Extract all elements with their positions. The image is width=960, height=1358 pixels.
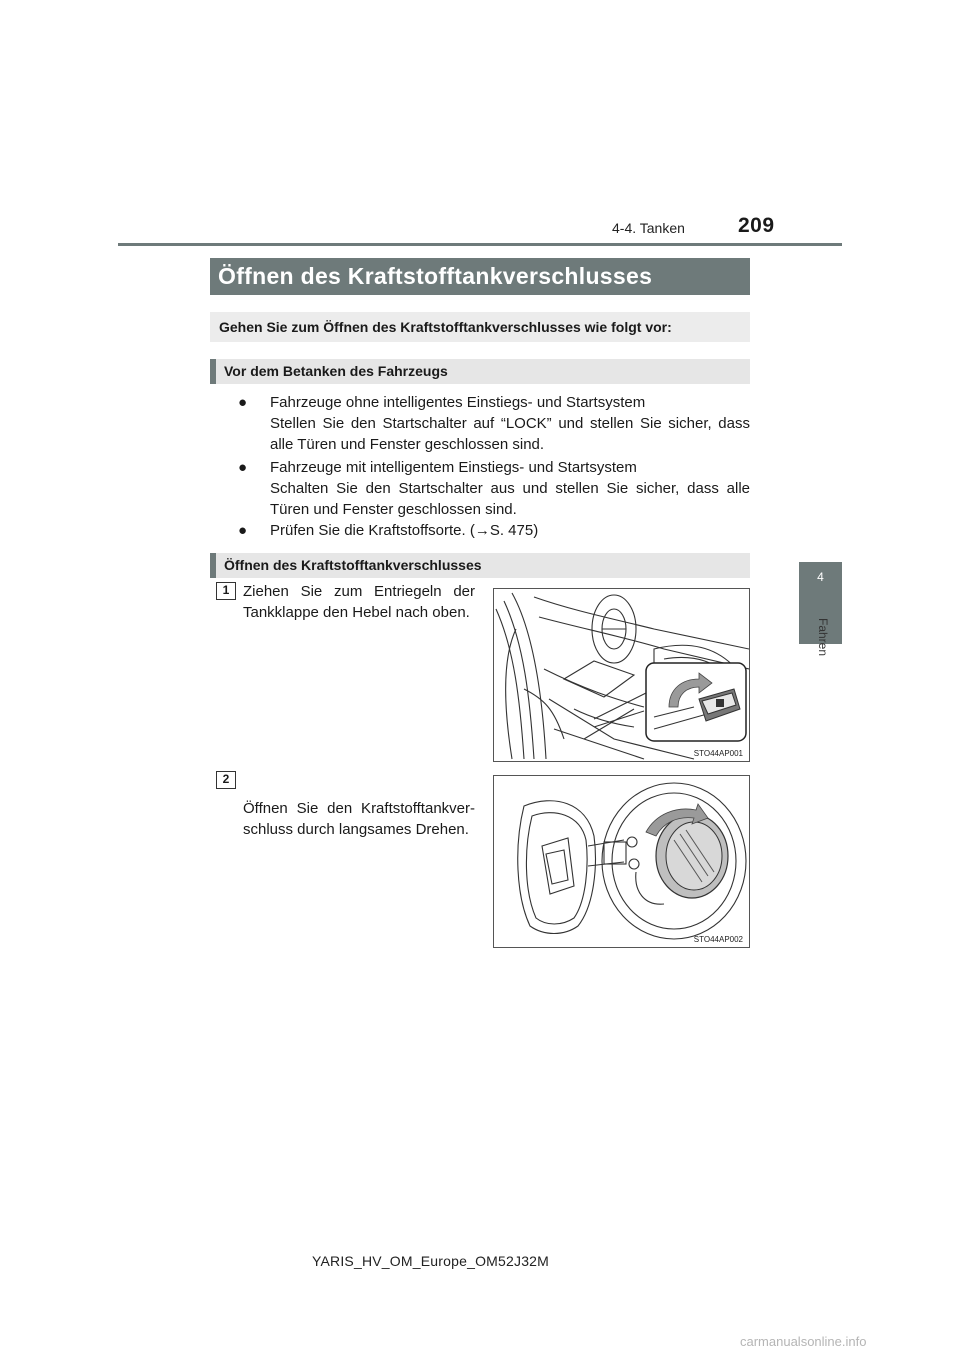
- fuel-lever-illustration: [494, 589, 749, 761]
- step-text: Öffnen Sie den Kraftstofftankver-schluss durch langsames Drehen.: [243, 800, 475, 838]
- figure-fuel-door-lever: [493, 588, 750, 762]
- bullet-item: [238, 457, 750, 520]
- bullet-title: Fahrzeuge mit intelligentem Einstiegs- und Startsystem: [270, 459, 637, 476]
- section-title: 4-4. Tanken: [612, 220, 685, 236]
- fuel-cap-illustration: [494, 776, 749, 947]
- bullet-body: Stellen Sie den Startschalter auf “LOCK” und stellen Sie sicher, dass alle Türen und Fenster geschlossen sind.: [270, 415, 750, 453]
- subheading-before-refuel: Vor dem Betanken des Fahrzeugs: [210, 359, 750, 384]
- chapter-number: 4: [817, 570, 824, 584]
- subheading-opening: Öffnen des Kraftstofftankverschlusses: [210, 553, 750, 578]
- lead-text: Gehen Sie zum Öffnen des Kraftstofftankverschlusses wie folgt vor:: [210, 312, 750, 342]
- document-id: YARIS_HV_OM_Europe_OM52J32M: [312, 1253, 550, 1269]
- bullet-title: Fahrzeuge ohne intelligentes Einstiegs- und Startsystem: [270, 394, 646, 411]
- bullet-item: [238, 392, 750, 455]
- page-number: 209: [738, 214, 775, 237]
- bullet-icon: ●: [238, 394, 248, 411]
- step-number: 1: [216, 582, 236, 600]
- bullet-icon: ●: [238, 522, 248, 539]
- figure-fuel-cap: [493, 775, 750, 948]
- chapter-label: Fahren: [816, 618, 830, 657]
- bullet-title[interactable]: Prüfen Sie die Kraftstoffsorte. (→S. 475): [270, 522, 539, 539]
- bullet-item: [238, 520, 750, 541]
- figure-code: STO44AP001: [693, 749, 743, 758]
- header-rule: [118, 243, 842, 246]
- figure-code: STO44AP002: [693, 935, 743, 944]
- bullet-icon: ●: [238, 459, 248, 476]
- page-title: Öffnen des Kraftstofftankverschlusses: [210, 258, 750, 295]
- step-number: 2: [216, 771, 236, 789]
- watermark[interactable]: carmanualsonline.info: [740, 1334, 867, 1349]
- step-text: Ziehen Sie zum Entriegeln der Tankklappe den Hebel nach oben.: [243, 583, 475, 621]
- bullet-body: Schalten Sie den Startschalter aus und stellen Sie sicher, dass alle Türen und Fenster geschlossen sind.: [270, 480, 750, 518]
